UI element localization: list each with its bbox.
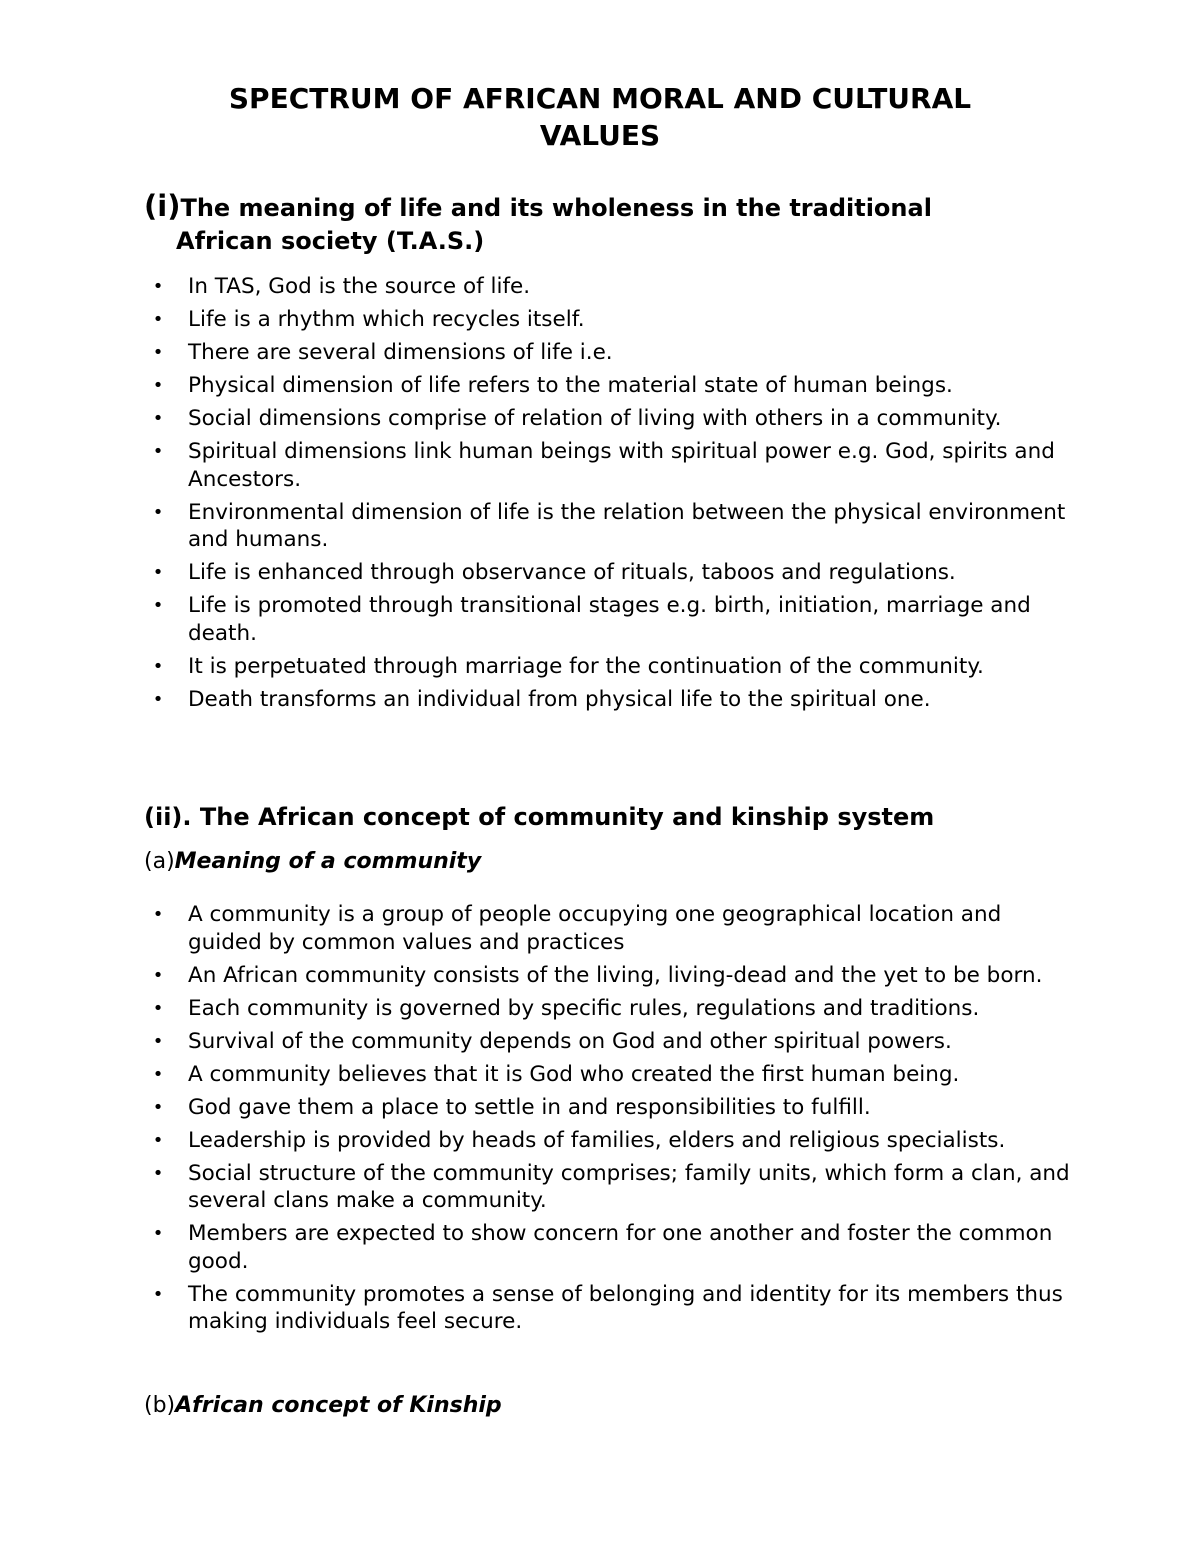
- list-item-text: There are several dimensions of life i.e.: [188, 340, 613, 365]
- list-item: [152, 499, 1078, 554]
- document-title: [100, 80, 1100, 154]
- bullet-icon: •: [152, 904, 164, 925]
- section-1-list: [152, 273, 1078, 719]
- list-item-text: Life is a rhythm which recycles itself.: [188, 307, 585, 332]
- section-1-heading: [144, 190, 1104, 258]
- list-item: [152, 686, 1078, 714]
- section-2-heading: (ii). The African concept of community and kinship system: [144, 803, 935, 831]
- list-item: [152, 995, 1078, 1023]
- list-item-text: Life is promoted through transitional stages e.g. birth, initiation, marriage and death.: [188, 593, 1031, 646]
- bullet-icon: •: [152, 1283, 164, 1305]
- bullet-icon: •: [152, 1223, 164, 1244]
- bullet-icon: •: [152, 1096, 164, 1118]
- list-item: [152, 1028, 1078, 1056]
- list-item: [152, 306, 1078, 334]
- subheading-title: African concept of Kinship: [175, 1393, 502, 1418]
- section-1-heading-line-1: The meaning of life and its wholeness in the traditional: [180, 194, 932, 222]
- list-item-text: Physical dimension of life refers to the material state of human beings.: [188, 373, 953, 398]
- bullet-icon: •: [152, 1063, 164, 1085]
- bullet-icon: •: [152, 562, 164, 583]
- title-line-2: VALUES: [539, 119, 661, 152]
- subheading-prefix: (b): [144, 1393, 176, 1418]
- bullet-icon: •: [152, 655, 164, 677]
- bullet-icon: •: [152, 1162, 164, 1184]
- list-item: [152, 1220, 1078, 1275]
- bullet-icon: •: [152, 342, 164, 363]
- list-item: [152, 1061, 1078, 1089]
- bullet-icon: •: [152, 688, 164, 710]
- section-1-heading-line-2: African society (T.A.S.): [176, 227, 485, 255]
- subheading-meaning-of-community: [144, 848, 481, 876]
- list-item-text: God gave them a place to settle in and responsibilities to fulfill.: [188, 1094, 871, 1120]
- list-item-text: An African community consists of the living, living-dead and the yet to be born.: [188, 962, 1043, 988]
- bullet-icon: •: [152, 595, 164, 616]
- section-1-number: (i): [144, 189, 181, 223]
- list-item: [152, 962, 1078, 990]
- list-item: [152, 1160, 1078, 1215]
- list-item-text: Members are expected to show concern for one another and foster the common good.: [188, 1221, 1053, 1274]
- list-item: [152, 653, 1078, 681]
- subheading-title: Meaning of a community: [174, 849, 482, 874]
- list-item: [152, 1127, 1078, 1155]
- list-item: [152, 592, 1078, 647]
- list-item: [152, 273, 1078, 301]
- bullet-icon: •: [152, 964, 164, 986]
- list-item: [152, 405, 1078, 433]
- subheading-prefix: (a): [144, 849, 175, 874]
- bullet-icon: •: [152, 501, 164, 523]
- list-item-text: A community is a group of people occupying one geographical location and guided by common values and practices: [188, 902, 1002, 955]
- bullet-icon: •: [152, 408, 164, 429]
- bullet-icon: •: [152, 1129, 164, 1151]
- list-item-text: It is perpetuated through marriage for the continuation of the community.: [188, 653, 984, 679]
- list-item-text: Social dimensions comprise of relation of living with others in a community.: [188, 406, 1002, 431]
- list-item: [152, 901, 1078, 956]
- list-item: [152, 1281, 1078, 1336]
- list-item-text: Leadership is provided by heads of families, elders and religious specialists.: [188, 1127, 1006, 1153]
- list-item-text: Environmental dimension of life is the relation between the physical environment and humans.: [188, 499, 1066, 552]
- list-item-text: Spiritual dimensions link human beings with spiritual power e.g. God, spirits and Ancestors.: [188, 439, 1055, 492]
- list-item: [152, 438, 1078, 493]
- list-item-text: Life is enhanced through observance of rituals, taboos and regulations.: [188, 560, 956, 585]
- list-item-text: Each community is governed by specific rules, regulations and traditions.: [188, 995, 980, 1021]
- bullet-icon: •: [152, 276, 164, 297]
- bullet-icon: •: [152, 1030, 164, 1052]
- list-item-text: Death transforms an individual from physical life to the spiritual one.: [188, 686, 931, 712]
- bullet-icon: •: [152, 375, 164, 396]
- bullet-icon: •: [152, 441, 164, 462]
- list-item-text: A community believes that it is God who created the first human being.: [188, 1061, 960, 1087]
- list-item: [152, 1094, 1078, 1122]
- list-item: [152, 339, 1078, 367]
- bullet-icon: •: [152, 997, 164, 1019]
- section-2-list: [152, 901, 1078, 1341]
- list-item-text: Social structure of the community comprises; family units, which form a clan, and several clans make a community.: [188, 1160, 1070, 1213]
- list-item: [152, 372, 1078, 400]
- bullet-icon: •: [152, 309, 164, 330]
- list-item-text: Survival of the community depends on God and other spiritual powers.: [188, 1028, 952, 1054]
- list-item: [152, 559, 1078, 587]
- subheading-concept-of-kinship: [144, 1392, 502, 1420]
- list-item-text: The community promotes a sense of belonging and identity for its members thus making individuals feel secure.: [188, 1281, 1063, 1334]
- title-line-1: SPECTRUM OF AFRICAN MORAL AND CULTURAL: [228, 82, 972, 115]
- list-item-text: In TAS, God is the source of life.: [188, 274, 531, 299]
